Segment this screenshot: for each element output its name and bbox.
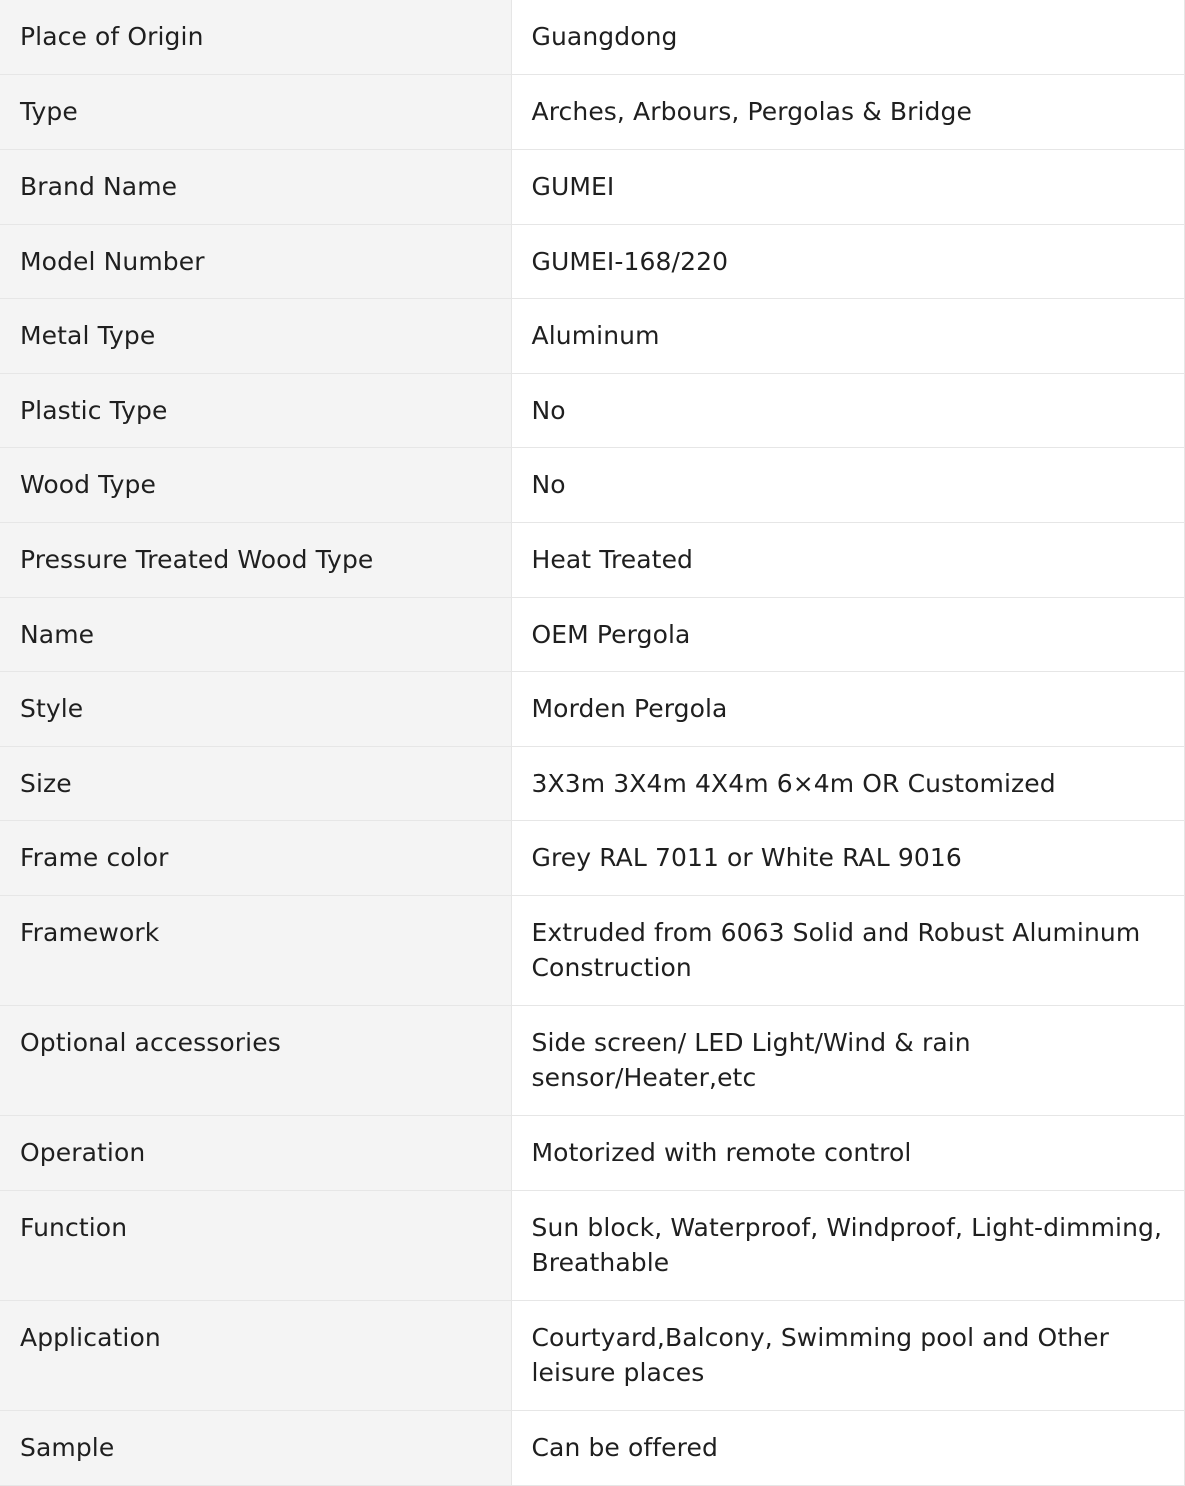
spec-value: No [511,447,1184,522]
spec-value: Side screen/ LED Light/Wind & rain sensor/Heater,etc [511,1005,1184,1115]
spec-value: 3X3m 3X4m 4X4m 6×4m OR Customized [511,746,1184,820]
table-row [0,820,1184,895]
spec-value: OEM Pergola [511,597,1184,671]
spec-label: Model Number [0,224,511,298]
spec-value: Grey RAL 7011 or White RAL 9016 [511,820,1184,895]
spec-value: No [511,373,1184,447]
spec-label: Place of Origin [0,0,511,74]
spec-label: Size [0,746,511,820]
spec-value: Courtyard,Balcony, Swimming pool and Other leisure places [511,1300,1184,1410]
table-row [0,1410,1184,1485]
table-row [0,224,1184,298]
spec-label: Sample [0,1410,511,1485]
table-row [0,671,1184,746]
spec-label: Pressure Treated Wood Type [0,522,511,597]
table-row [0,895,1184,1005]
table-row [0,1300,1184,1410]
spec-label: Frame color [0,820,511,895]
spec-label: Metal Type [0,298,511,373]
table-row [0,298,1184,373]
table-row [0,746,1184,820]
table-row [0,373,1184,447]
spec-value: Arches, Arbours, Pergolas & Bridge [511,74,1184,149]
spec-value: Extruded from 6063 Solid and Robust Aluminum Construction [511,895,1184,1005]
table-row [0,522,1184,597]
spec-label: Function [0,1190,511,1300]
spec-value: GUMEI [511,149,1184,224]
spec-value: GUMEI-168/220 [511,224,1184,298]
spec-value: Motorized with remote control [511,1115,1184,1190]
table-row [0,597,1184,671]
spec-value: Guangdong [511,0,1184,74]
spec-label: Application [0,1300,511,1410]
spec-value: Can be offered [511,1410,1184,1485]
table-row [0,447,1184,522]
table-row [0,1190,1184,1300]
spec-value: Heat Treated [511,522,1184,597]
spec-value: Aluminum [511,298,1184,373]
spec-label: Optional accessories [0,1005,511,1115]
spec-label: Wood Type [0,447,511,522]
spec-label: Operation [0,1115,511,1190]
spec-value: Sun block, Waterproof, Windproof, Light-dimming, Breathable [511,1190,1184,1300]
spec-label: Brand Name [0,149,511,224]
table-row [0,1115,1184,1190]
table-row [0,0,1184,74]
spec-label: Type [0,74,511,149]
spec-label: Name [0,597,511,671]
spec-label: Framework [0,895,511,1005]
table-row [0,74,1184,149]
spec-value: Morden Pergola [511,671,1184,746]
spec-label: Style [0,671,511,746]
table-row [0,1005,1184,1115]
table-row [0,149,1184,224]
spec-label: Plastic Type [0,373,511,447]
